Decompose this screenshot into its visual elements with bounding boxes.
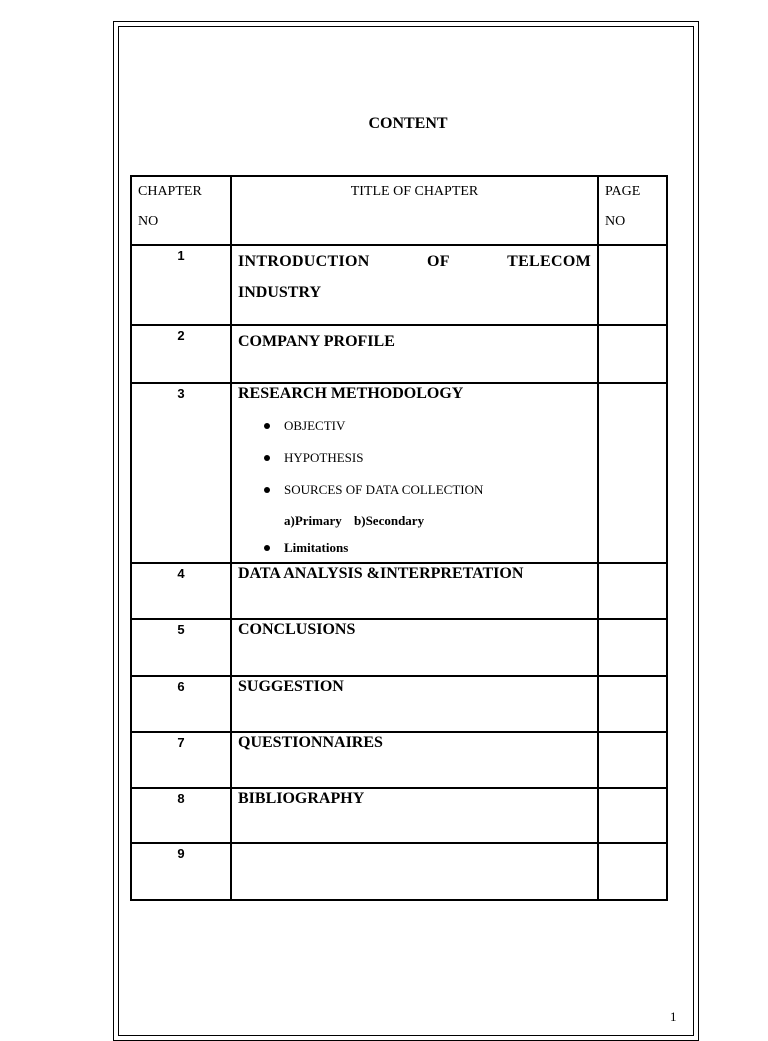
table-row [131,788,667,843]
header-page-line1: PAGE [605,184,641,199]
chapter-title: COMPANY PROFILE [231,325,598,383]
chapter-title: BIBLIOGRAPHY [231,788,598,843]
chapter-title: SUGGESTION [231,676,598,732]
chapter-title: CONCLUSIONS [231,619,598,676]
header-page-line2: NO [605,214,626,229]
chapter-number: 7 [131,732,231,788]
chapter-title-line1 [238,246,591,277]
sub-item: a)Primary [284,513,342,528]
chapter-title: QUESTIONNAIRES [231,732,598,788]
page-number: 1 [670,1009,677,1024]
page-number-cell [598,843,667,900]
chapter-title [231,383,598,563]
page-number-cell [598,619,667,676]
page-number-cell [598,383,667,563]
header-chapter-no [131,176,231,245]
table-row [131,383,667,563]
table-row [131,563,667,619]
bullet-list [238,410,591,506]
chapter-title: DATA ANALYSIS &INTERPRETATION [231,563,598,619]
page-number-cell [598,676,667,732]
table-row [131,325,667,383]
page-number-cell [598,245,667,325]
page-number-cell [598,325,667,383]
header-chapter-line2: NO [138,214,159,229]
chapter-number: 6 [131,676,231,732]
table-row [131,245,667,325]
table-row [131,619,667,676]
table-row [131,732,667,788]
table-header-row [131,176,667,245]
chapter-title-word: OF [426,253,450,270]
bullet-item: OBJECTIV [262,410,591,442]
header-page-no [598,176,667,245]
page-number-cell [598,788,667,843]
chapter-title [231,843,598,900]
chapter-number: 4 [131,563,231,619]
chapter-number: 5 [131,619,231,676]
bullet-item: SOURCES OF DATA COLLECTION [262,474,591,506]
table-row [131,843,667,900]
chapter-title [231,245,598,325]
sub-item: b)Secondary [354,513,425,528]
sub-items-line [238,506,591,536]
bullet-item-limitations: Limitations [238,536,591,560]
chapter-number: 9 [131,843,231,900]
header-title-of-chapter: TITLE OF CHAPTER [231,176,598,245]
page-number-cell [598,732,667,788]
chapter-number: 2 [131,325,231,383]
chapter-title-word: INTRODUCTION [238,253,370,270]
header-chapter-line1: CHAPTER [138,184,202,199]
chapter-number: 3 [131,383,231,563]
chapter-number: 8 [131,788,231,843]
page-number-cell [598,563,667,619]
chapter-number: 1 [131,245,231,325]
table-of-contents [130,175,668,901]
bullet-item: HYPOTHESIS [262,442,591,474]
page-title: CONTENT [368,115,448,132]
table-row [131,676,667,732]
chapter-title-main: RESEARCH METHODOLOGY [238,385,464,402]
chapter-title-word: TELECOM [507,253,591,270]
chapter-title-line2: INDUSTRY [238,284,322,301]
